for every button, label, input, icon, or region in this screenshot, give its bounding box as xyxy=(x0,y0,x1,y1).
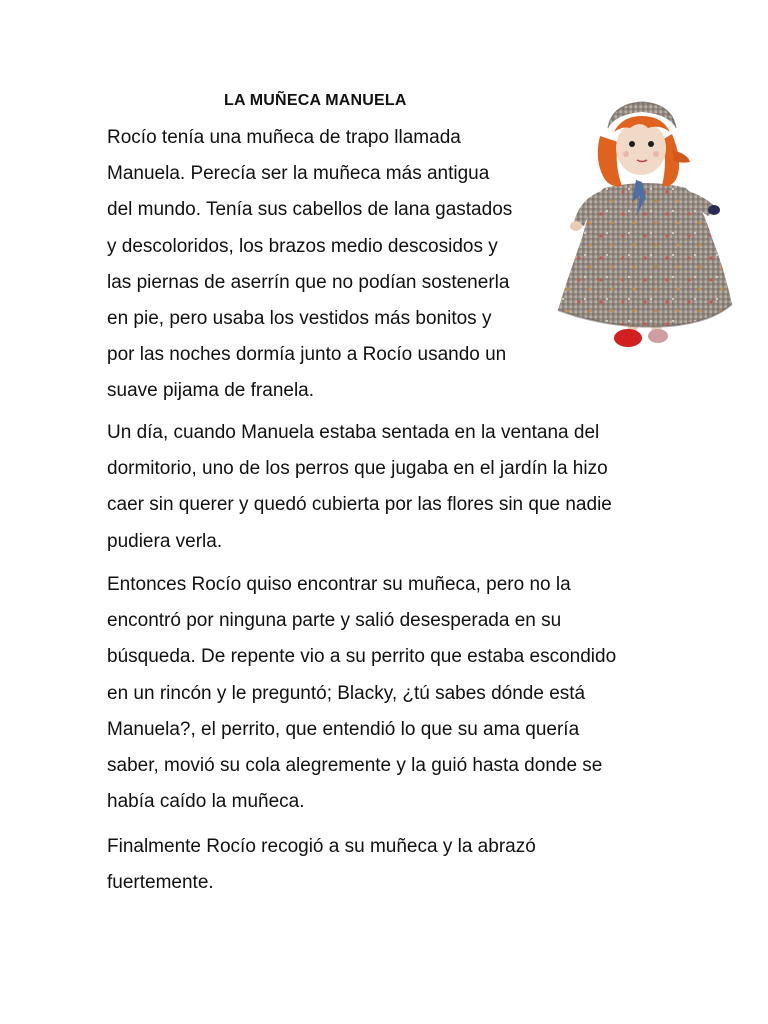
text-line: en un rincón y le preguntó; Blacky, ¿tú sabes dónde está xyxy=(107,682,586,704)
text-line: dormitorio, uno de los perros que jugaba en el jardín la hizo xyxy=(107,458,608,480)
paragraph-4 xyxy=(107,829,536,901)
doll-eye xyxy=(629,141,635,147)
text-line: Manuela. Perecía ser la muñeca más antigua xyxy=(107,163,490,185)
text-line: Rocío tenía una muñeca de trapo llamada xyxy=(107,127,461,148)
text-line: fuertemente. xyxy=(107,872,214,894)
text-line: saber, movió su cola alegremente y la guió hasta donde se xyxy=(107,755,603,777)
text-line: Manuela?, el perrito, que entendió lo que su ama quería xyxy=(107,718,580,740)
rag-doll-illustration xyxy=(552,98,736,352)
paragraph-2 xyxy=(107,415,612,560)
doll-shoe xyxy=(614,329,642,347)
text-line: y descoloridos, los brazos medio descosidos y xyxy=(107,235,498,257)
text-line: Un día, cuando Manuela estaba sentada en la ventana del xyxy=(107,422,600,443)
text-line: las piernas de aserrín que no podían sostenerla xyxy=(107,271,510,293)
text-line: pudiera verla. xyxy=(107,530,223,552)
text-line: del mundo. Tenía sus cabellos de lana gastados xyxy=(107,199,513,221)
text-line: suave pijama de franela. xyxy=(107,380,315,402)
doll-face xyxy=(616,121,666,175)
paragraph-3 xyxy=(107,567,616,820)
text-line: había caído la muñeca. xyxy=(107,791,305,813)
paragraph-1 xyxy=(107,120,512,410)
text-line: Entonces Rocío quiso encontrar su muñeca, pero no la xyxy=(107,574,571,595)
text-line: encontró por ninguna parte y salió desesperada en su xyxy=(107,610,562,632)
doll-eye xyxy=(648,141,654,147)
doll-shoe xyxy=(648,329,668,343)
text-line: en pie, pero usaba los vestidos más bonitos y xyxy=(107,308,492,330)
text-line: por las noches dormía junto a Rocío usando un xyxy=(107,344,507,366)
document-title: LA MUÑECA MANUELA xyxy=(224,92,407,109)
text-line: Finalmente Rocío recogió a su muñeca y la abrazó xyxy=(107,836,536,857)
text-line: búsqueda. De repente vio a su perrito que estaba escondido xyxy=(107,646,617,668)
text-line: caer sin querer y quedó cubierta por las flores sin que nadie xyxy=(107,494,612,516)
